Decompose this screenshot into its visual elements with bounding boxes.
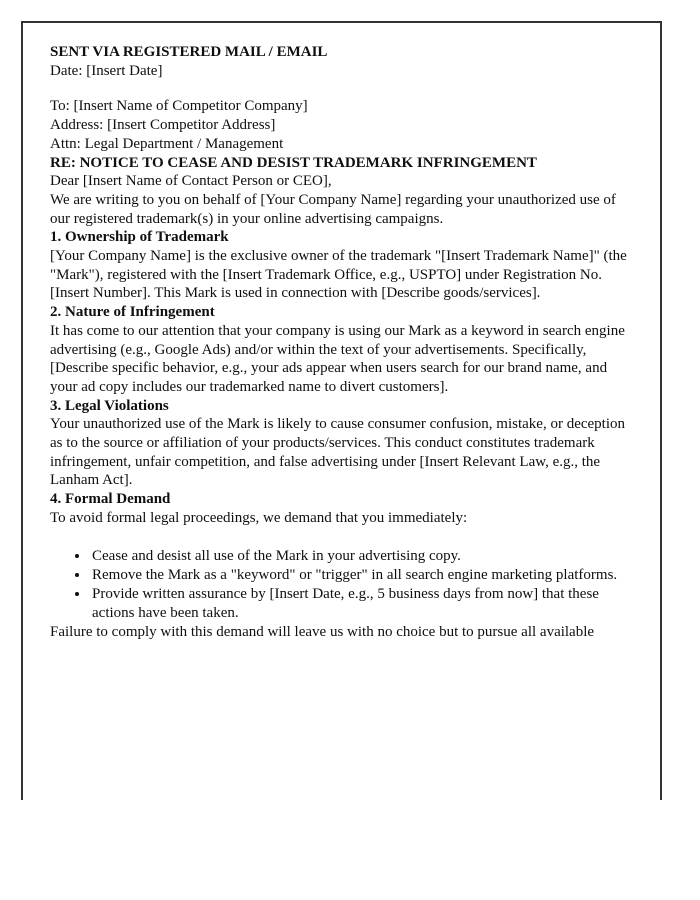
sent-via-line: SENT VIA REGISTERED MAIL / EMAIL xyxy=(50,44,328,60)
date-line: Date: [Insert Date] xyxy=(50,62,163,79)
closing-paragraph: Failure to comply with this demand will leave us with no choice but to pursue all available xyxy=(50,623,595,640)
section-body: To avoid formal legal proceedings, we demand that you immediately: xyxy=(50,509,468,526)
section-ownership-of-trademark xyxy=(50,228,634,303)
demands-list xyxy=(50,547,634,623)
section-heading: 2. Nature of Infringement xyxy=(50,304,215,321)
demand-item: • Cease and desist all use of the Mark in your advertising copy. xyxy=(90,547,634,566)
intro-paragraph: We are writing to you on behalf of [Your Company Name] regarding your unauthorized use of our registered trademark(s) in your online advertising campaigns. xyxy=(50,191,616,227)
recipient-block xyxy=(50,97,634,153)
subject-line: RE: NOTICE TO CEASE AND DESIST TRADEMARK INFRINGEMENT xyxy=(50,154,537,171)
salutation-line: Dear [Insert Name of Contact Person or CEO], xyxy=(50,173,332,190)
address-line: Address: [Insert Competitor Address] xyxy=(50,117,276,134)
section-body: [Your Company Name] is the exclusive owner of the trademark "[Insert Trademark Name]" (the "Mark"), registered with the [Insert Trademark Office, e.g., USPTO] under Registration No. [Insert Number]. This Mark is used in connection with [Describe goods/services]. xyxy=(50,248,627,302)
section-nature-of-infringement xyxy=(50,303,634,397)
section-body: Your unauthorized use of the Mark is likely to cause consumer confusion, mistake, or deception as to the source or affiliation of your products/services. This conduct constitutes trademark infringement, unfair competition, and false advertising under [Insert Relevant Law, e.g., the Lanham Act]. xyxy=(50,416,626,489)
demand-item: • Remove the Mark as a "keyword" or "trigger" in all search engine marketing platforms. xyxy=(90,566,634,585)
demand-item: • Provide written assurance by [Insert Date, e.g., 5 business days from now] that these actions have been taken. xyxy=(90,585,634,623)
section-body: It has come to our attention that your company is using our Mark as a keyword in search engine advertising (e.g., Google Ads) and/or within the text of your advertisements. Specifically, [Describe specific behavior, e.g., your ads appear when users search for our brand name, and your ad copy includes our trademarked name to divert customers]. xyxy=(50,322,625,395)
section-heading: 3. Legal Violations xyxy=(50,397,169,414)
letter-frame xyxy=(21,21,662,800)
section-formal-demand xyxy=(50,490,634,527)
section-heading: 1. Ownership of Trademark xyxy=(50,229,229,246)
section-heading: 4. Formal Demand xyxy=(50,491,171,508)
to-line: To: [Insert Name of Competitor Company] xyxy=(50,98,308,115)
section-legal-violations xyxy=(50,397,634,491)
attn-line: Attn: Legal Department / Management xyxy=(50,135,284,152)
